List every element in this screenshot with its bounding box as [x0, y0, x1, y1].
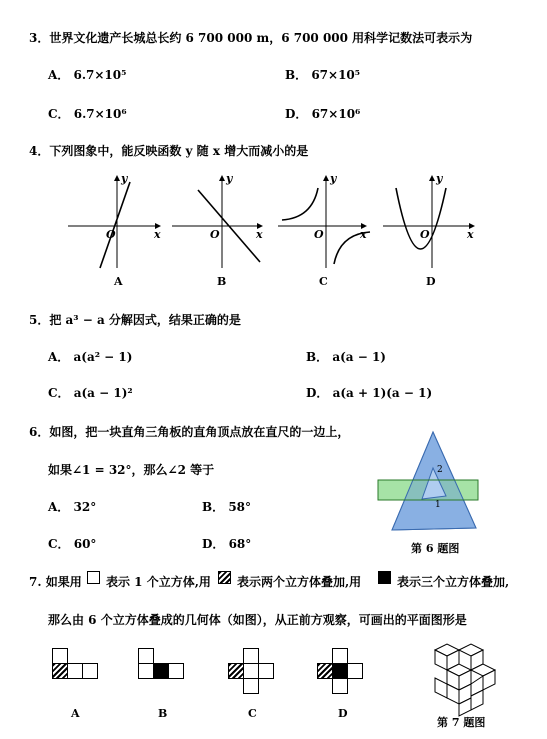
- graph-c-y-label: y: [330, 172, 337, 185]
- graph-d[interactable]: [383, 176, 474, 268]
- q6-option-c[interactable]: C． 60°: [48, 537, 97, 551]
- graph-d-y-label: y: [436, 172, 443, 185]
- graph-a-y-label: y: [121, 172, 128, 185]
- q6-condition: 如果∠1 = 32°，那么∠2 等于: [48, 463, 215, 477]
- angle-1-label: 1: [435, 500, 441, 510]
- q3-option-c[interactable]: C． 6.7×10⁶: [48, 107, 127, 121]
- graph-c-curve-left: [282, 188, 318, 220]
- q4-stem: 4．下列图象中，能反映函数 y 随 x 增大而减小的是: [29, 144, 309, 158]
- graph-b-origin: O: [210, 228, 220, 241]
- graph-a-line: [100, 182, 130, 268]
- q7-option-a-label: A: [71, 707, 80, 720]
- q7-stem-part-2: 表示 1 个立方体,用: [106, 575, 211, 589]
- graph-b-caption: B: [217, 275, 227, 288]
- graph-d-origin: O: [420, 228, 430, 241]
- q6-stem: 6．如图，把一块直角三角板的直角顶点放在直尺的一边上，: [29, 425, 350, 439]
- q3-option-a[interactable]: A． 6.7×10⁵: [48, 68, 127, 82]
- graph-d-x-label: x: [467, 228, 474, 241]
- q5-option-c[interactable]: C． a(a − 1)²: [48, 386, 133, 400]
- graph-c[interactable]: [278, 176, 370, 268]
- q7-stem-line2: 那么由 6 个立方体叠成的几何体（如图），从正前方观察，可画出的平面图形是: [48, 613, 467, 627]
- q7-option-c-label: C: [248, 707, 257, 720]
- q6-figure: [376, 430, 496, 540]
- triple-cube-symbol: [378, 571, 391, 584]
- q7-option-d-label: D: [338, 707, 348, 720]
- graph-c-x-label: x: [360, 228, 367, 241]
- q7-stem-part-4: 表示三个立方体叠加,: [397, 575, 510, 589]
- q5-option-b[interactable]: B． a(a − 1): [306, 350, 386, 364]
- q7-option-b-label: B: [158, 707, 168, 720]
- q7-cube-figure: [425, 640, 505, 720]
- q3-option-b[interactable]: B． 67×10⁵: [285, 68, 361, 82]
- q6-option-d[interactable]: D． 68°: [202, 537, 252, 551]
- q4-graphs: [0, 170, 547, 290]
- graph-a-caption: A: [114, 275, 123, 288]
- graph-b-y-label: y: [226, 172, 233, 185]
- graph-a[interactable]: [68, 176, 160, 268]
- q3-stem: 3．世界文化遗产长城总长约 6 700 000 m，6 700 000 用科学记数法可表示为: [29, 31, 473, 45]
- single-cube-symbol: [87, 571, 100, 584]
- graph-b[interactable]: [172, 176, 262, 268]
- q5-stem: 5．把 a³ − a 分解因式，结果正确的是: [29, 313, 241, 327]
- graph-a-origin: O: [106, 228, 116, 241]
- q6-option-a[interactable]: A． 32°: [48, 500, 97, 514]
- q7-stem-part-1: 7. 如果用: [29, 575, 82, 589]
- graph-c-origin: O: [314, 228, 324, 241]
- angle-2-label: 2: [437, 465, 443, 475]
- q7-stem-part-3: 表示两个立方体叠加,用: [237, 575, 362, 589]
- q3-option-d[interactable]: D． 67×10⁶: [285, 107, 361, 121]
- q5-option-d[interactable]: D． a(a + 1)(a − 1): [306, 386, 433, 400]
- graph-d-caption: D: [426, 275, 436, 288]
- q7-figure-caption: 第 7 题图: [437, 716, 486, 729]
- q6-option-b[interactable]: B． 58°: [202, 500, 252, 514]
- q6-figure-caption: 第 6 题图: [411, 542, 460, 555]
- graph-b-x-label: x: [256, 228, 263, 241]
- q5-option-a[interactable]: A． a(a² − 1): [48, 350, 133, 364]
- graph-a-x-label: x: [154, 228, 161, 241]
- double-cube-symbol: [218, 571, 231, 584]
- graph-c-caption: C: [319, 275, 328, 288]
